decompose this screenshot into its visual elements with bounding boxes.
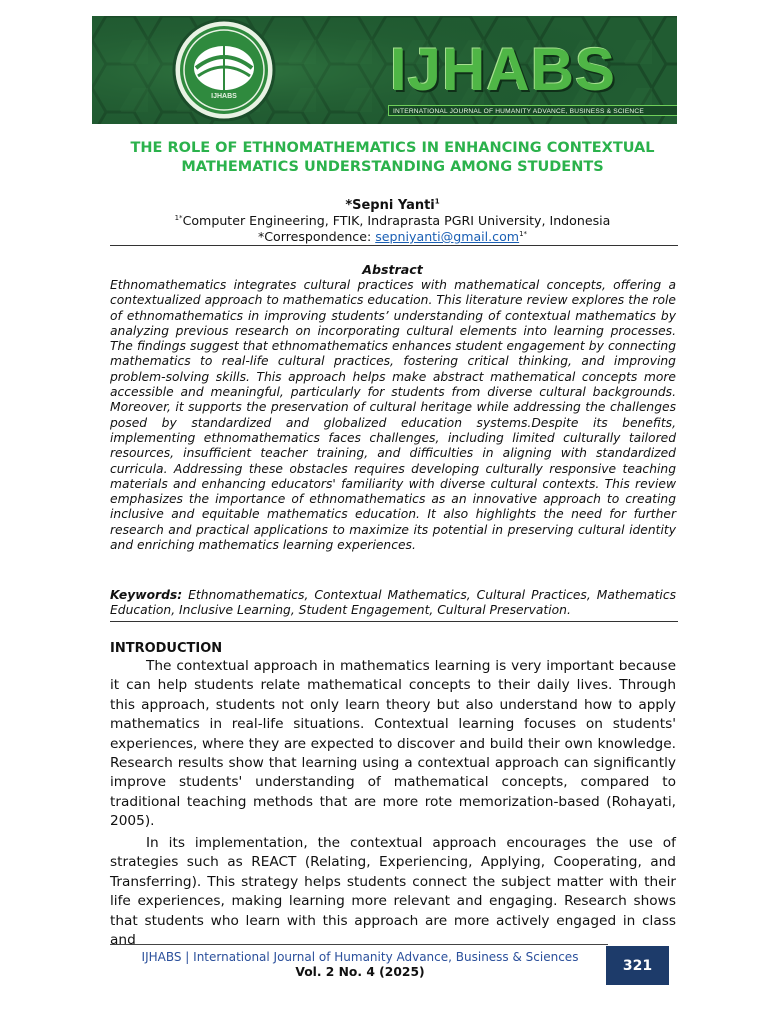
correspondence-label: *Correspondence: xyxy=(257,229,376,244)
abstract-body: Ethnomathematics integrates cultural practices with mathematical concepts, offering a contextualized approach to mathematics education. This literature review explores the role of ethnomathematics in improving students’ understanding of contextual mathematics by analyzing previous research on incorporating cultural elements into learning processes. The findings suggest that ethnomathematics enhances student engagement by connecting mathematics to real-life cultural practices, fostering critical thinking, and improving problem-solving skills. This approach helps make abstract mathematical concepts more accessible and meaningful, particularly for students from diverse cultural backgrounds. Moreover, it supports the preservation of cultural heritage while addressing the challenges posed by standardized and globalized education systems.Despite its benefits, implementing ethnomathematics faces challenges, including limited culturally tailored resources, insufficient teacher training, and difficulties in aligning with standardized curricula. Addressing these obstacles requires developing culturally responsive teaching materials and enhancing educators' familiarity with diverse cultural contexts. This review emphasizes the importance of ethnomathematics as an innovative approach to creating inclusive and equitable mathematics education. It also highlights the need for further research and practical applications to maximize its potential in preserving cultural identity and enriching mathematics learning experiences. xyxy=(110,278,676,553)
divider-bottom xyxy=(110,621,678,622)
footer-divider xyxy=(110,944,608,945)
section-heading-introduction: INTRODUCTION xyxy=(110,641,223,656)
correspondence-line xyxy=(110,229,675,245)
correspondence-superscript: 1* xyxy=(519,229,528,238)
author-line xyxy=(110,197,675,214)
abstract-heading: Abstract xyxy=(362,262,423,277)
article-title: THE ROLE OF ETHNOMATHEMATICS IN ENHANCING CONTEXTUAL MATHEMATICS UNDERSTANDING AMONG STUDENTS xyxy=(130,140,655,175)
keywords-label: Keywords: xyxy=(110,588,183,602)
affiliation-superscript: 1* xyxy=(174,213,183,222)
affiliation-text: Computer Engineering, FTIK, Indraprasta PGRI University, Indonesia xyxy=(182,213,611,228)
keywords-list: Ethnomathematics, Contextual Mathematics, Cultural Practices, Mathematics Education, Inclusive Learning, Student Engagement, Cultural Preservation. xyxy=(110,588,676,618)
intro-paragraph-2-text: In its implementation, the contextual approach encourages the use of strategies such as REACT (Relating, Experiencing, Applying, Cooperating, and Transferring). This strategy helps students connect the subject matter with their life experiences, making learning more relevant and engaging. Research shows that students who learn with this approach are more actively engaged in class and xyxy=(110,835,676,949)
footer-journal-name: IJHABS | International Journal of Humanity Advance, Business & Sciences xyxy=(141,950,579,964)
journal-logo-text: IJHABS xyxy=(390,36,617,103)
journal-seal-icon xyxy=(174,20,274,120)
correspondence-email-link[interactable]: sepniyanti@gmail.com xyxy=(375,229,520,244)
intro-paragraph-1 xyxy=(110,657,676,832)
page-number: 321 xyxy=(622,957,653,974)
author-name: *Sepni Yanti xyxy=(345,198,435,213)
page-number-badge xyxy=(606,946,669,985)
intro-paragraph-1-text: The contextual approach in mathematics learning is very important because it can help students relate mathematical concepts to their daily lives. Through this approach, students not only learn theory but also understand how to apply mathematics in real-life situations. Contextual learning focuses on students' experiences, where they are expected to discover and build their own knowledge. Research results show that learning using a contextual approach can significantly improve students' understanding of mathematical concepts, compared to traditional teaching methods that are more rote memorization-based (Rohayati, 2005). xyxy=(110,658,676,830)
journal-banner xyxy=(92,16,677,124)
journal-full-name-strip: INTERNATIONAL JOURNAL OF HUMANITY ADVANCE, BUSINESS & SCIENCE xyxy=(388,105,677,116)
divider-top xyxy=(110,245,678,246)
affiliation-line xyxy=(110,213,675,229)
footer-volume: Vol. 2 No. 4 (2025) xyxy=(295,965,425,979)
author-superscript: 1 xyxy=(434,197,440,206)
seal-text: IJHABS xyxy=(211,93,237,100)
keywords-block xyxy=(110,588,676,619)
intro-paragraph-2 xyxy=(110,834,676,950)
